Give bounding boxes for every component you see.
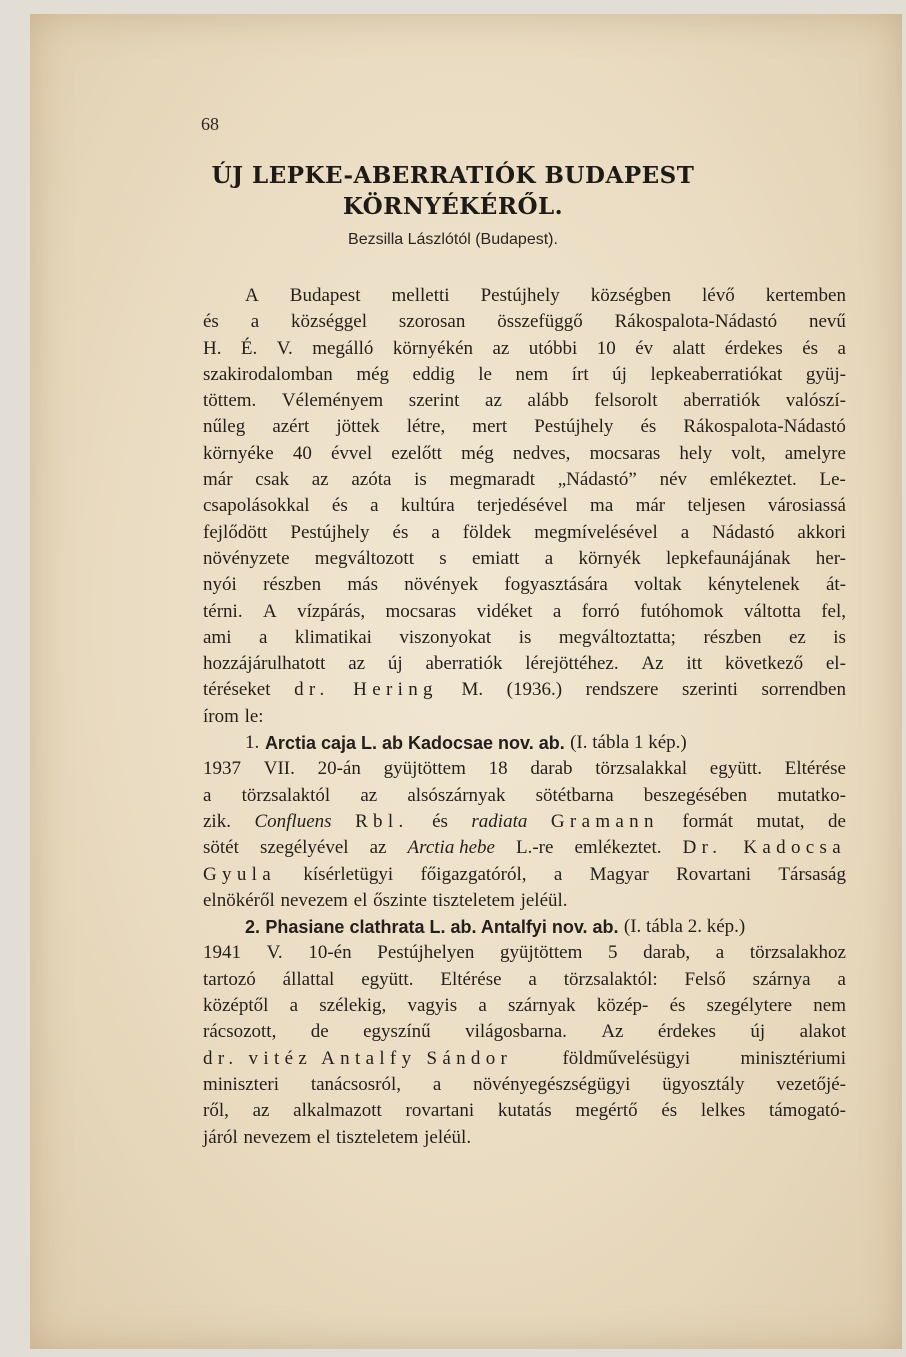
word: sötétbarna (535, 784, 614, 806)
word: és (802, 337, 819, 359)
word: beszegésében (643, 784, 748, 806)
taxon-name: Confluens (254, 810, 332, 832)
text-line (203, 1046, 846, 1072)
word: vízpárás, (297, 600, 366, 622)
word: aberratiók (683, 390, 761, 412)
text-line (203, 940, 846, 966)
word: Eltérése (440, 968, 502, 990)
word: Eltérése (784, 758, 846, 780)
word: A (245, 285, 259, 306)
word: her- (815, 547, 846, 569)
word: nem (813, 995, 846, 1017)
word: a (837, 337, 846, 359)
word: megálló (312, 337, 374, 359)
word: írt (571, 363, 589, 385)
text-line (203, 677, 846, 703)
word: az (492, 337, 510, 359)
word: a (544, 547, 554, 569)
word: új (750, 1021, 766, 1043)
word: a (837, 968, 846, 990)
word: VII. (263, 758, 295, 780)
word: formát (682, 810, 733, 832)
word: nevű (808, 311, 846, 333)
word: lelkes (700, 1100, 746, 1122)
word: a (478, 995, 487, 1017)
word: rovartani (405, 1100, 475, 1122)
text-line (203, 1125, 846, 1151)
word: gyüjtöttem (383, 758, 466, 780)
word: megmaradt (449, 469, 536, 491)
word: év (635, 337, 654, 359)
word: alkalmazott (293, 1100, 382, 1122)
text-line (203, 362, 846, 388)
word: Rovartani (676, 863, 752, 885)
word: Rákospalota-Nádastó (683, 416, 846, 438)
word: írom (203, 705, 239, 727)
word: nevezem (280, 889, 348, 911)
word: vidéket (476, 600, 533, 622)
word: melletti (391, 285, 450, 306)
word: el (316, 1126, 331, 1148)
word: megértő (575, 1100, 638, 1122)
word: 5 (608, 942, 618, 964)
text-line (203, 783, 846, 809)
word: Pestújhelyen (377, 942, 475, 964)
word: a (432, 1073, 442, 1095)
word: a (431, 521, 440, 543)
word: valószí- (785, 390, 846, 412)
word: községgel (291, 311, 367, 333)
word: jeléül. (424, 1126, 472, 1148)
text-line (203, 1072, 846, 1098)
word: részben (263, 574, 322, 596)
text-line (203, 441, 846, 467)
word: törzsalakhoz (749, 942, 846, 964)
word: évvel (330, 442, 373, 464)
word: klimatikai (294, 626, 372, 648)
word: alakot (799, 1021, 846, 1043)
page-number: 68 (201, 114, 219, 134)
word: közép- (596, 995, 649, 1017)
word: 10 (596, 337, 616, 359)
word: nyói (203, 574, 237, 596)
word: V. (266, 942, 283, 964)
text-line (203, 388, 846, 414)
word: É. (240, 337, 258, 359)
word: érdekes (657, 1021, 716, 1043)
word: ez (788, 626, 806, 648)
author-name: Rbl. (355, 810, 409, 832)
word: miniszteri (203, 1073, 279, 1095)
word: kísérletügyi (303, 863, 394, 885)
word: darab, (643, 942, 691, 964)
text-line (203, 704, 846, 730)
word: tiszteletem (432, 889, 515, 911)
word: darab (530, 758, 573, 780)
word: alább (527, 390, 569, 412)
word: városiassá (767, 495, 846, 517)
author-name: Gramann (550, 810, 659, 832)
word: törzsalakkal (595, 758, 688, 780)
word: sötét (203, 837, 239, 859)
word: a (552, 600, 562, 622)
word: el- (825, 653, 846, 675)
word: szárnya (752, 968, 811, 990)
word: fogyasztására (504, 574, 608, 596)
word: Társaság (778, 863, 846, 885)
word: világosbarna. (465, 1021, 567, 1043)
word: szerinti (682, 679, 738, 701)
word: földművelésügyi (562, 1047, 691, 1069)
word: vagyis (407, 995, 458, 1017)
word: ügyosztály (662, 1073, 745, 1095)
entry-heading (203, 730, 846, 756)
word: községben (590, 285, 671, 306)
word: Pestújhely (290, 521, 370, 543)
word: következő (725, 653, 804, 675)
word: itt (686, 653, 703, 675)
word: V. (276, 337, 293, 359)
word: az (485, 390, 502, 412)
word: név (659, 469, 688, 491)
author-byline: Bezsilla Lászlótól (Budapest). (348, 231, 558, 248)
word: utóbbi (528, 337, 578, 359)
word: is (833, 626, 846, 648)
word: részben (703, 626, 762, 648)
word: 1937 (203, 758, 241, 780)
plate-reference: (I. tábla 2. kép.) (623, 916, 746, 938)
word: új (612, 363, 627, 385)
word: új (387, 653, 403, 675)
word: mutat, (756, 810, 805, 832)
word: alsószárnyak (407, 784, 506, 806)
word: Felső (684, 968, 726, 990)
word: szegélyével (259, 837, 349, 859)
word: megmívelésével (534, 521, 658, 543)
word: Hering (353, 679, 438, 701)
word: hozzájárulhatott (203, 653, 326, 675)
word: emiatt (471, 547, 520, 569)
text-line (203, 599, 846, 625)
word: felsorolt (594, 390, 658, 412)
word: aberratiók (425, 653, 503, 675)
word: teljesen (687, 495, 746, 517)
word: s (439, 547, 447, 569)
text-line (203, 493, 846, 519)
text-line (203, 756, 846, 782)
word: Le- (819, 469, 846, 491)
word: kénytelenek (707, 574, 800, 596)
word: futóhomok (640, 600, 724, 622)
text-line (203, 572, 846, 598)
article-title (0, 160, 906, 222)
word: érdekes (724, 337, 783, 359)
word: jöttek (336, 416, 380, 438)
word: hely (679, 442, 713, 464)
word: volt, (731, 442, 766, 464)
word: töttem. (203, 390, 257, 412)
word: is (518, 626, 532, 648)
word: nűleg (203, 416, 246, 438)
word: létre, (406, 416, 446, 438)
word: csapolásokkal (203, 495, 310, 517)
text-line (203, 414, 846, 440)
person-name: Gyula (203, 863, 277, 885)
word: gyüjtöttem (500, 942, 583, 964)
word: lepkefaunájának (666, 547, 791, 569)
word: szegélytere (706, 995, 793, 1017)
word: környéke (203, 442, 274, 464)
word: az (348, 653, 366, 675)
article-body (203, 283, 846, 1151)
word: nedves, (512, 442, 571, 464)
word: elnökéről (203, 889, 275, 911)
text-line (203, 862, 846, 888)
word: és (432, 810, 448, 832)
word: járól (203, 1126, 238, 1148)
word: 18 (488, 758, 508, 780)
word: amelyre (784, 442, 846, 464)
word: Rákospalota-Nádastó (614, 311, 778, 333)
word: téréseket (203, 679, 271, 701)
text-line (203, 309, 846, 335)
word: 40 (292, 442, 312, 464)
text-line (203, 809, 846, 835)
word: nevezem (243, 1126, 312, 1148)
word: még (461, 442, 494, 464)
word: rendszere (585, 679, 659, 701)
person-name: dr. vitéz Antalfy Sándor (203, 1047, 513, 1069)
text-line (203, 1019, 846, 1045)
word: viszonyokat (399, 626, 492, 648)
text-line (203, 467, 846, 493)
word: de (310, 1021, 329, 1043)
word: őszinte (373, 889, 427, 911)
word: fel, (821, 600, 846, 622)
word: Az (641, 653, 664, 675)
word: dr. (294, 679, 330, 701)
text-line (203, 520, 846, 546)
word: és (640, 416, 657, 438)
word: Pestújhely (534, 416, 614, 438)
word: mocsaras (589, 442, 661, 464)
word: lévő (702, 285, 735, 306)
word: megváltozott (314, 547, 414, 569)
word: és (669, 995, 686, 1017)
word: növényegészségügyi (473, 1073, 631, 1095)
text-line (203, 283, 846, 309)
word: törzsalaktól: (563, 968, 658, 990)
word: a (250, 311, 260, 333)
word: vezetőjé- (776, 1073, 846, 1095)
word: akkori (797, 521, 846, 543)
word: jeléül. (520, 889, 568, 911)
word: a (528, 968, 537, 990)
word: szélekig, (319, 995, 387, 1017)
word: kultúra (400, 495, 455, 517)
word: egyszínű (363, 1021, 431, 1043)
word: zik. (203, 810, 231, 832)
text-line (203, 835, 846, 861)
word: növényzete (203, 547, 290, 569)
word: Magyar (589, 863, 649, 885)
word: mocsaras (385, 600, 457, 622)
word: de (828, 810, 846, 832)
word: ma (590, 495, 614, 517)
article-title-line-2: KÖRNYÉKÉRŐL. (342, 193, 564, 220)
word: már (203, 469, 233, 491)
text-line (203, 625, 846, 651)
word: (1936.) (506, 679, 563, 701)
word: környékén (392, 337, 474, 359)
word: 10-én (308, 942, 352, 964)
word: váltotta (743, 600, 801, 622)
word: terjedésével (476, 495, 568, 517)
word: tartozó (203, 968, 256, 990)
word: 1941 (203, 942, 241, 964)
word: sorrendben (761, 679, 846, 701)
word: forró (581, 600, 620, 622)
word: a (553, 863, 563, 885)
word: kutatás (497, 1100, 552, 1122)
word: alatt (672, 337, 706, 359)
word: szorosan (398, 311, 466, 333)
word: Pestújhely (480, 285, 560, 306)
word: „Nádastó” (557, 469, 637, 491)
word: 20-án (317, 758, 361, 780)
word: mutatko- (777, 784, 846, 806)
species-name: Arctia caja L. ab Kadocsae nov. ab. (264, 733, 565, 754)
word: a (289, 995, 299, 1017)
word: A (262, 600, 277, 622)
word: fejlődött (203, 521, 268, 543)
word: ezelőtt (391, 442, 442, 464)
word: növények (404, 574, 479, 596)
word: el (353, 889, 368, 911)
word: azóta (351, 469, 392, 491)
word: szerint (408, 390, 460, 412)
plate-reference: (I. tábla 1 kép.) (570, 732, 687, 754)
word: át- (825, 574, 846, 596)
word: szárnyak (507, 995, 576, 1017)
word: és (331, 495, 348, 517)
word: lérejöttéhez. (525, 653, 619, 675)
word: nem (515, 363, 549, 385)
word: le (478, 363, 492, 385)
word: minisztériumi (740, 1047, 846, 1069)
word: a (258, 626, 268, 648)
word: főigazgatóról, (420, 863, 527, 885)
word: környék (578, 547, 641, 569)
text-line (203, 336, 846, 362)
word: földek (462, 521, 512, 543)
word: a (680, 521, 690, 543)
word: még (356, 363, 390, 385)
text-line (203, 546, 846, 572)
word: M. (461, 679, 484, 701)
word: lepkeaberratiókat (650, 363, 783, 385)
word: tiszteletem (336, 1126, 419, 1148)
word: is (414, 469, 427, 491)
word: támogató- (768, 1100, 846, 1122)
entry-number: 1. (245, 732, 260, 754)
word: a (203, 784, 212, 806)
word: együtt. (709, 758, 763, 780)
person-name: Dr. (682, 837, 723, 859)
word: ami (203, 626, 232, 648)
word: és (392, 521, 409, 543)
word: voltak (634, 574, 682, 596)
word: rácsozott, (203, 1021, 277, 1043)
text-line (203, 1098, 846, 1124)
word: az (369, 837, 387, 859)
word: összefüggő (497, 311, 583, 333)
word: azért (272, 416, 310, 438)
word: és (203, 311, 219, 333)
word: H. (203, 337, 222, 359)
word: Az (601, 1021, 624, 1043)
word: eddig (412, 363, 455, 385)
word: törzsalaktól (241, 784, 331, 806)
person-name: Kadocsa (743, 837, 846, 859)
word: az (360, 784, 378, 806)
word: szakirodalomban (203, 363, 333, 385)
entry-number: 2. (245, 917, 261, 938)
word: már (635, 495, 666, 517)
word: és (661, 1100, 678, 1122)
word: Véleményem (281, 390, 384, 412)
word: az (252, 1100, 270, 1122)
text-line (203, 967, 846, 993)
word: középtől (203, 995, 269, 1017)
word: csak (255, 469, 290, 491)
article-title-line-1: ÚJ LEPKE-ABERRATIÓK BUDAPEST (211, 162, 695, 189)
word: gyüj- (805, 363, 846, 385)
word: Nádastó (712, 521, 775, 543)
word: ről, (203, 1100, 229, 1122)
word: más (347, 574, 378, 596)
entry-heading (203, 914, 846, 940)
word: térni. (203, 600, 243, 622)
taxon-name: Arctia hebe (407, 837, 495, 859)
word: emlékeztet. (574, 837, 662, 859)
word: az (311, 469, 329, 491)
text-line (203, 993, 846, 1019)
word: a (370, 495, 379, 517)
text-line (203, 888, 846, 914)
word: tanácsosról, (310, 1073, 402, 1095)
word: le: (244, 705, 264, 727)
taxon-name: radiata (471, 810, 528, 832)
word: a (715, 942, 725, 964)
word: állattal (282, 968, 335, 990)
word: megváltoztatta; (558, 626, 676, 648)
word: L.-re (515, 837, 554, 859)
word: mert (472, 416, 508, 438)
word: Budapest (289, 285, 361, 306)
text-line (203, 651, 846, 677)
species-name: Phasiane clathrata L. ab. Antalfyi nov. ab. (265, 917, 619, 938)
word: kertemben (765, 285, 846, 306)
word: emlékeztet. (709, 469, 797, 491)
word: együtt. (361, 968, 414, 990)
